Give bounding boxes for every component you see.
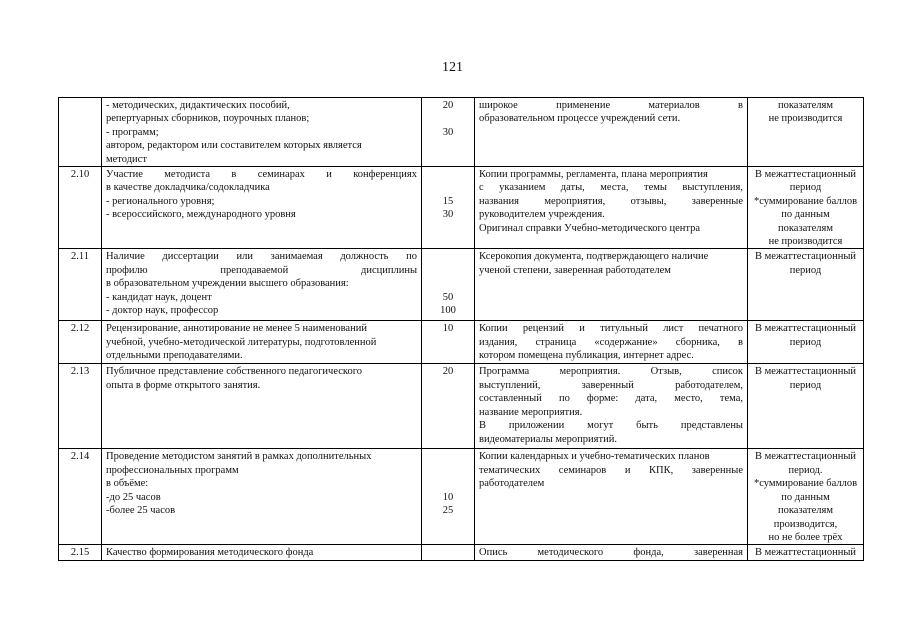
document-line: Копии программы, регламента, плана мероприятия <box>479 169 708 181</box>
table-row <box>59 249 864 321</box>
period-line: показателям <box>778 222 833 234</box>
criterion-line: репертуарных сборников, поурочных планов; <box>106 113 310 125</box>
period-line: период <box>789 336 822 348</box>
points-cell <box>422 249 475 321</box>
criterion-line: - методических, дидактических пособий, <box>106 100 290 111</box>
documents-cell <box>475 249 748 321</box>
criterion-line: в объёме: <box>106 478 149 490</box>
points-cell <box>422 545 475 561</box>
criterion-line: профессиональных программ <box>106 464 239 476</box>
criterion-line: автором, редактором или составителем которых является <box>106 140 362 152</box>
documents-cell <box>475 167 748 249</box>
period-line: В межаттестационный <box>754 366 857 378</box>
criterion-line: опыта в форме открытого занятия. <box>106 379 261 391</box>
document-line: Ксерокопия документа, подтверждающего наличие <box>479 251 709 263</box>
points-value <box>426 168 470 181</box>
criterion-line: Наличие диссертации или занимаемая должность по <box>106 251 417 263</box>
document-line: названия мероприятия, отзывы, заверенные <box>479 195 743 207</box>
documents-cell <box>475 364 748 449</box>
period-line: В межаттестационный <box>754 451 857 463</box>
points-value <box>426 153 470 166</box>
criterion-line: профилю преподаваемой дисциплины <box>106 264 417 276</box>
period-line: период <box>789 264 822 276</box>
period-line: В межаттестационный <box>754 323 857 335</box>
table-body <box>59 98 864 561</box>
period-cell <box>748 321 864 364</box>
row-number: 2.11 <box>59 249 102 321</box>
points-value <box>426 181 470 194</box>
criterion-line: -до 25 часов <box>106 491 161 503</box>
documents-cell <box>475 321 748 364</box>
document-line: выступлений, заверенный работодателем, <box>479 379 743 391</box>
table-row <box>59 449 864 545</box>
period-cell <box>748 249 864 321</box>
points-value <box>426 464 470 477</box>
documents-cell <box>475 449 748 545</box>
points-value: 30 <box>442 209 454 221</box>
criterion-line: -более 25 часов <box>106 505 176 517</box>
document-line: Копии рецензий и титульный лист печатного <box>479 323 743 335</box>
page-number: 121 <box>442 60 463 75</box>
period-line: не производится <box>768 236 843 248</box>
criterion-line: Проведение методистом занятий в рамках дополнительных <box>106 451 372 463</box>
period-cell <box>748 545 864 561</box>
points-value <box>426 450 470 463</box>
row-number <box>59 98 102 167</box>
criteria-table <box>58 97 864 561</box>
period-line: по данным <box>781 491 830 503</box>
documents-cell <box>475 98 748 167</box>
points-cell <box>422 321 475 364</box>
points-value: 100 <box>440 305 456 317</box>
points-cell <box>422 167 475 249</box>
criterion-line: - всероссийского, международного уровня <box>106 209 296 221</box>
points-value: 30 <box>442 126 454 138</box>
document-line: название мероприятия. <box>479 406 583 418</box>
document-line: составленный по форме: дата, место, тема, <box>479 393 743 405</box>
points-cell <box>422 98 475 167</box>
period-line: период. <box>788 464 823 476</box>
row-number: 2.10 <box>59 167 102 249</box>
criterion-line: Рецензирование, аннотирование не менее 5 наименований <box>106 323 367 335</box>
criterion-cell <box>102 449 422 545</box>
period-line: период <box>789 182 822 194</box>
points-value <box>426 546 470 559</box>
period-cell <box>748 364 864 449</box>
document-line: котором помещена публикация, интернет адрес. <box>479 350 694 362</box>
row-number: 2.14 <box>59 449 102 545</box>
criterion-line: методист <box>106 153 147 165</box>
points-value: 10 <box>442 323 454 335</box>
points-cell <box>422 364 475 449</box>
document-line: с указанием даты, места, темы выступления, <box>479 182 743 194</box>
points-cell <box>422 449 475 545</box>
criterion-line: Качество формирования методического фонда <box>106 547 314 559</box>
document-line: работодателем <box>479 478 545 490</box>
table-row <box>59 545 864 561</box>
points-value: 15 <box>442 195 454 207</box>
criterion-line: - кандидат наук, доцент <box>106 291 212 303</box>
document-line: широкое применение материалов в <box>479 100 743 111</box>
period-line: не производится <box>768 113 843 125</box>
period-line: показателям <box>778 505 833 517</box>
document-line: образовательном процессе учреждений сети. <box>479 113 681 125</box>
criterion-cell <box>102 98 422 167</box>
document-line: руководителем учреждения. <box>479 209 605 221</box>
points-value: 50 <box>442 291 454 303</box>
document-line: В приложении могут быть представлены <box>479 420 743 432</box>
document-line: видеоматериалы мероприятий. <box>479 433 617 445</box>
criterion-cell <box>102 167 422 249</box>
points-value <box>426 112 470 125</box>
period-line: В межаттестационный <box>754 169 857 181</box>
period-line: производится, <box>773 518 838 530</box>
points-value <box>426 139 470 152</box>
document-line: ученой степени, заверенная работодателем <box>479 264 671 276</box>
criterion-cell <box>102 249 422 321</box>
criterion-line: - регионального уровня; <box>106 195 215 207</box>
period-line: период <box>789 379 822 391</box>
table-row <box>59 321 864 364</box>
period-line: но не более трёх <box>768 531 843 543</box>
document-line: Копии календарных и учебно-тематических планов <box>479 451 710 463</box>
table-row <box>59 364 864 449</box>
table-row <box>59 98 864 167</box>
points-value: 25 <box>442 505 454 517</box>
criterion-line: в образовательном учреждении высшего образования: <box>106 278 349 290</box>
document-line: Опись методического фонда, заверенная <box>479 547 743 559</box>
criterion-line: отдельными преподавателями. <box>106 350 243 362</box>
criterion-cell <box>102 545 422 561</box>
period-line: показателям <box>778 100 833 111</box>
period-line: *суммирование баллов <box>753 478 858 490</box>
row-number: 2.15 <box>59 545 102 561</box>
period-cell <box>748 449 864 545</box>
row-number: 2.12 <box>59 321 102 364</box>
criterion-line: Публичное представление собственного педагогического <box>106 366 363 378</box>
points-value: 20 <box>442 366 454 378</box>
period-line: *суммирование баллов <box>753 195 858 207</box>
period-line: В межаттестационный <box>754 251 857 263</box>
points-value: 10 <box>442 491 454 503</box>
document-line: Программа мероприятия. Отзыв, список <box>479 366 743 378</box>
period-cell <box>748 98 864 167</box>
points-value <box>426 264 470 277</box>
criterion-line: в качестве докладчика/содокладчика <box>106 182 270 194</box>
document-line: тематических семинаров и КПК, заверенные <box>479 464 743 476</box>
criterion-cell <box>102 321 422 364</box>
period-cell <box>748 167 864 249</box>
points-value <box>426 250 470 263</box>
document-line: издания, страница «содержание» сборника, в <box>479 336 743 348</box>
criterion-line: - программ; <box>106 126 159 138</box>
period-line: В межаттестационный <box>754 547 857 559</box>
points-value: 20 <box>442 100 454 111</box>
document-line: Оригинал справки Учебно-методического центра <box>479 222 700 234</box>
points-value <box>426 277 470 290</box>
documents-cell <box>475 545 748 561</box>
table-row <box>59 167 864 249</box>
period-line: по данным <box>781 209 830 221</box>
row-number: 2.13 <box>59 364 102 449</box>
criterion-line: учебной, учебно-методической литературы, подготовленной <box>106 336 377 348</box>
criterion-line: - доктор наук, профессор <box>106 305 219 317</box>
points-value <box>426 477 470 490</box>
criterion-line: Участие методиста в семинарах и конференциях <box>106 169 417 181</box>
criterion-cell <box>102 364 422 449</box>
